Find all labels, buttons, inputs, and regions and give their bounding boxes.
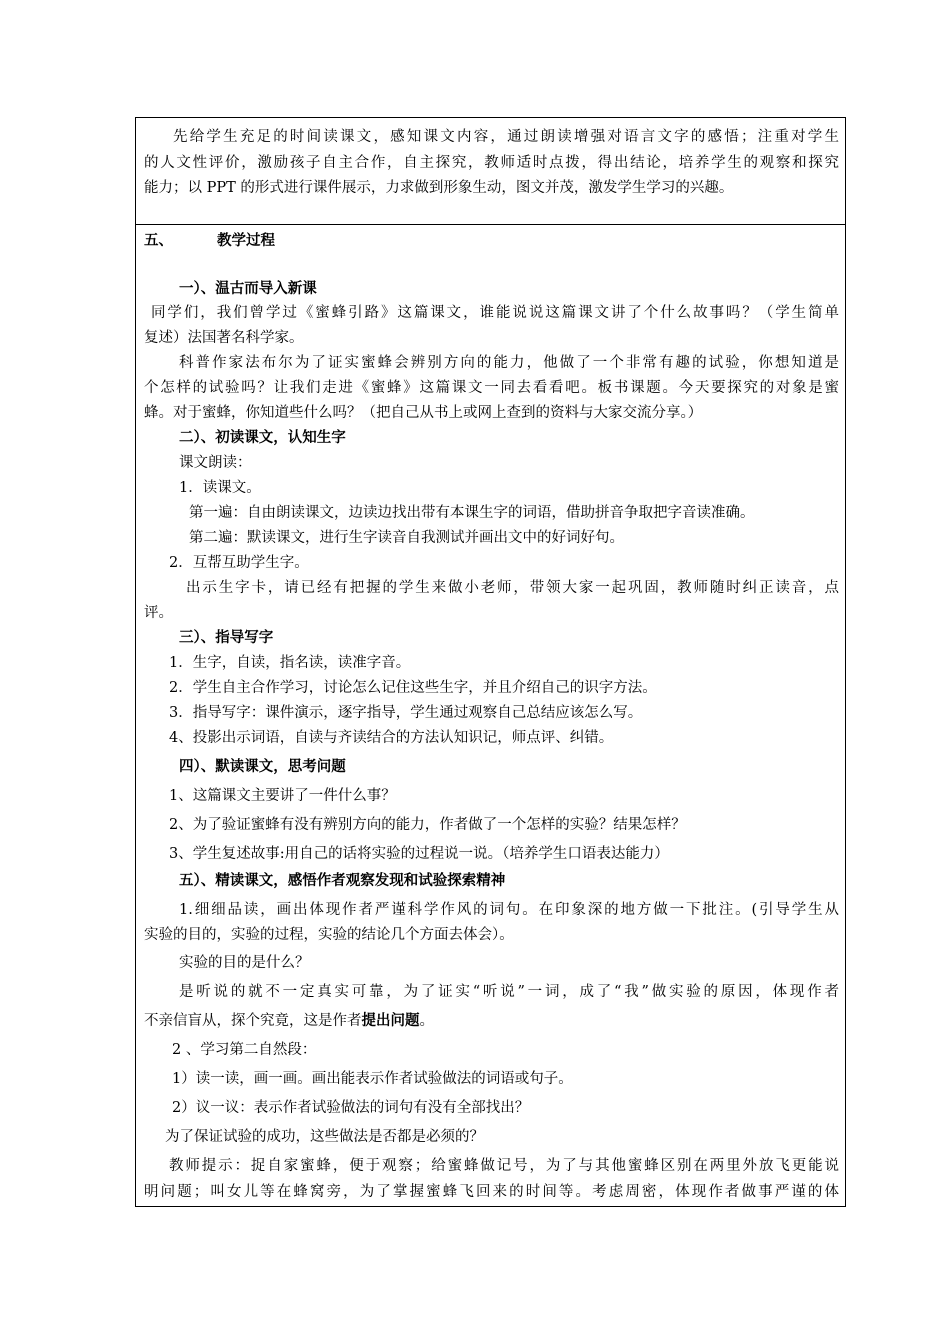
intro-line: 的人文性评价，激励孩子自主合作，自主探究，教师适时点拨，得出结论，培养学生的观察和探究: [144, 155, 839, 171]
paragraph-line: 第一遍：自由朗读课文，边读边找出带有本课生字的词语，借助拼音争取把字音读准确。: [189, 505, 755, 521]
paragraph-line: 明问题；叫女儿等在蜂窝旁，为了掌握蜜蜂飞回来的时间等。考虑周密，体现作者做事严谨的体: [144, 1184, 839, 1200]
subsection-heading: 二）、初读课文，认知生字: [179, 429, 346, 446]
paragraph-line: 1．生字，自读，指名读，读准字音。: [169, 655, 411, 671]
paragraph-line: 4、投影出示词语，自读与齐读结合的方法认知识记，师点评、纠错。: [169, 730, 614, 746]
paragraph-line: [144, 1009, 839, 1033]
paragraph-line: 1）读一读，画一画。画出能表示作者试验做法的词语或句子。: [172, 1071, 573, 1087]
paragraph-line: 1、这篇课文主要讲了一件什么事？: [169, 788, 396, 804]
paragraph-line: 2．学生自主合作学习，讨论怎么记住这些生字，并且介绍自己的识字方法。: [169, 680, 657, 696]
paragraph-line: 同学们，我们曾学过《蜜蜂引路》这篇课文，谁能说说这篇课文讲了个什么故事吗？（学生简单: [151, 305, 839, 321]
paragraph-line: 2）议一议：表示作者试验做法的词句有没有全部找出？: [172, 1100, 530, 1116]
section-heading: [144, 229, 839, 253]
paragraph-line: 是听说的就不一定真实可靠，为了证实“听说”一词，成了“我”做实验的原因，体现作者: [179, 984, 839, 1000]
paragraph-line: 2、为了验证蜜蜂有没有辨别方向的能力，作者做了一个怎样的实验？结果怎样？: [169, 817, 686, 833]
paragraph-line: 1．读课文。: [179, 480, 261, 496]
subsection-heading: 五）、精读课文，感悟作者观察发现和试验探索精神: [179, 872, 506, 889]
paragraph-line: 实验的目的是什么？: [179, 955, 310, 971]
subsection-heading: 四）、默读课文，思考问题: [179, 758, 346, 775]
paragraph-line: 复述）法国著名科学家。: [144, 330, 304, 346]
paragraph-line: 1.细细品读，画出体现作者严谨科学作风的词句。在印象深的地方做一下批注。(引导学生从: [179, 902, 839, 918]
paragraph-line: 2 、学习第二自然段：: [172, 1042, 317, 1058]
paragraph-line: 蜂。对于蜜蜂，你知道些什么吗？（把自己从书上或网上查到的资料与大家交流分享。）: [144, 405, 703, 421]
paragraph-line: 科普作家法布尔为了证实蜜蜂会辨别方向的能力，他做了一个非常有趣的试验，你想知道是: [179, 355, 839, 371]
text-run: 不亲信盲从，探个究竟，这是作者: [144, 1013, 362, 1029]
intro-line: 先给学生充足的时间读课文，感知课文内容，通过朗读增强对语言文字的感悟；注重对学生: [173, 129, 839, 145]
paragraph-line: 2．互帮互助学生字。: [169, 555, 309, 571]
paragraph-line: 实验的目的，实验的过程，实验的结论几个方面去体会）。: [144, 927, 514, 943]
paragraph-line: 3、学生复述故事:用自己的话将实验的过程说一说。（培养学生口语表达能力）: [169, 846, 669, 862]
section-title: 教学过程: [217, 232, 275, 249]
intro-line: 能力；以 PPT 的形式进行课件展示，力求做到形象生动，图文并茂，激发学生学习的兴趣。: [144, 180, 734, 196]
teaching-method-cell: [136, 118, 845, 225]
emphasis-text: 提出问题: [361, 1012, 420, 1029]
subsection-heading: 三）、指导写字: [179, 629, 274, 646]
lesson-plan-table: [135, 117, 846, 1207]
paragraph-line: 第二遍：默读课文，进行生字读音自我测试并画出文中的好词好句。: [189, 530, 624, 546]
subsection-heading: 一）、温古而导入新课: [179, 280, 317, 297]
paragraph-line: 教师提示：捉自家蜜蜂，便于观察；给蜜蜂做记号，为了与其他蜜蜂区别在两里外放飞更能说: [169, 1158, 839, 1174]
section-number: 五、: [144, 232, 173, 249]
paragraph-line: 出示生字卡，请已经有把握的学生来做小老师，带领大家一起巩固，教师随时纠正读音，点: [186, 580, 839, 596]
paragraph-line: 3．指导写字：课件演示，逐字指导，学生通过观察自己总结应该怎么写。: [169, 705, 643, 721]
text-run: 。: [419, 1013, 434, 1029]
paragraph-line: 评。: [144, 605, 173, 621]
paragraph-line: 课文朗读：: [179, 455, 252, 471]
paragraph-line: 为了保证试验的成功，这些做法是否都是必须的？: [165, 1129, 484, 1145]
paragraph-line: 个怎样的试验吗？让我们走进《蜜蜂》这篇课文一同去看看吧。板书课题。今天要探究的对象是蜜: [144, 380, 839, 396]
